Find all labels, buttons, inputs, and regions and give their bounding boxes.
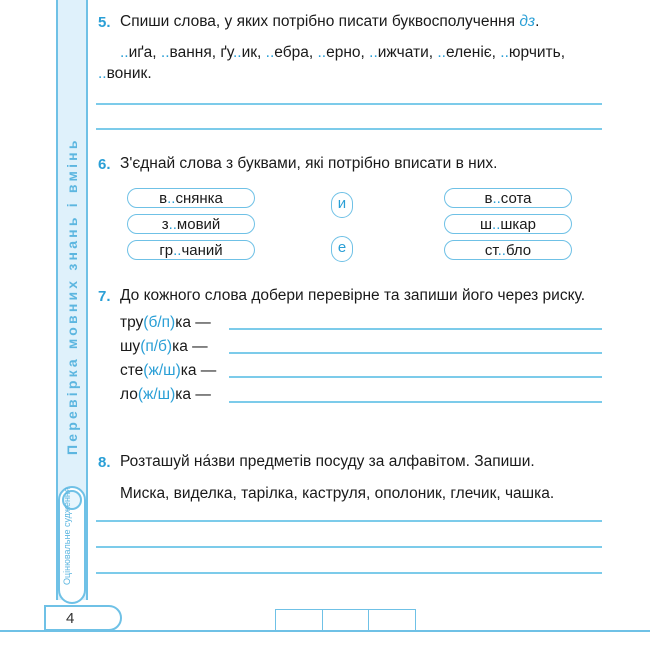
letter-circle[interactable]: е	[331, 236, 353, 262]
word-pill-right[interactable]: ст..бло	[444, 240, 572, 260]
page-number: 4	[66, 610, 75, 627]
answer-line[interactable]	[229, 328, 602, 330]
page-number-tab	[44, 605, 122, 631]
word-pill-right[interactable]: ш..шкар	[444, 214, 572, 234]
word: ..ерно	[317, 44, 361, 61]
word: ..иґа	[120, 44, 153, 61]
answer-line[interactable]	[96, 520, 602, 522]
word-pill-left[interactable]: з..мовий	[127, 214, 255, 234]
task-prompt: До кожного слова добери перевірне та запиши його через риску.	[120, 287, 586, 304]
word-row: шу(п/б)ка —	[120, 338, 208, 355]
word-pill-left[interactable]: гр..чаний	[127, 240, 255, 260]
task-number: 7.	[98, 288, 111, 305]
word-row: ло(ж/ш)ка —	[120, 386, 211, 403]
score-box[interactable]	[322, 609, 370, 631]
word-row: тру(б/п)ка —	[120, 314, 211, 331]
word: ..ижчати	[369, 44, 429, 61]
word-row: сте(ж/ш)ка —	[120, 362, 217, 379]
task-number: 5.	[98, 14, 111, 31]
task-prompt: З'єднай слова з буквами, які потрібно вписати в них.	[120, 155, 498, 172]
word: ..вання	[160, 44, 212, 61]
answer-line[interactable]	[229, 376, 602, 378]
answer-line[interactable]	[96, 103, 602, 105]
answer-line[interactable]	[96, 546, 602, 548]
word-list: ..иґа, ..вання, ґу..ик, ..ебра, ..ерно, ..ижчати, ..еленіє, ..юрчить,	[120, 44, 566, 61]
word-pill-right[interactable]: в..сота	[444, 188, 572, 208]
answer-line[interactable]	[96, 128, 602, 130]
answer-line[interactable]	[229, 352, 602, 354]
answer-line[interactable]	[229, 401, 602, 403]
answer-line[interactable]	[96, 572, 602, 574]
word: ..еленіє	[437, 44, 492, 61]
task-prompt: Спиши слова, у яких потрібно писати буквосполучення дз.	[120, 13, 540, 30]
word-pill-left[interactable]: в..снянка	[127, 188, 255, 208]
workbook-page: Перевірка мовних знань і вмінь 4 5. Спиши слова, у яких потрібно писати буквосполучення дз. ..иґа, ..вання, ґу..ик, ..ебра, ..ерно, ..ижчати, ..еленіє, ..юрчить, ..воник. 6. З'єднай слова з буквами, які потрібно вписати в них. в..снянка з..мовий гр..чаний и е в..сота ш..шкар ст..бло 7. До кожного слова добери перевірне та запиши його через риску. тру(б/п)ка — шу(п/б)ка — сте(ж/ш)ка — ло(ж/ш)ка — 8. Розташуй на́зви предметів посуду за алфавітом. Запиши. Миска, виделка, тарілка, каструля, ополоник, глечик, чашка.	[0, 0, 650, 650]
word: ґу..ик	[220, 44, 258, 61]
word-list-continued: ..воник.	[98, 65, 152, 82]
task-number: 8.	[98, 454, 111, 471]
score-box[interactable]	[275, 609, 323, 631]
task-prompt: Розташуй на́зви предметів посуду за алфавітом. Запиши.	[120, 453, 535, 470]
task-number: 6.	[98, 156, 111, 173]
score-box[interactable]	[368, 609, 416, 631]
word: ..юрчить	[500, 44, 561, 61]
items-list: Миска, виделка, тарілка, каструля, ополоник, глечик, чашка.	[120, 485, 555, 502]
score-boxes	[275, 609, 415, 631]
letter-circle[interactable]: и	[331, 192, 353, 218]
word: ..ебра	[265, 44, 309, 61]
word: ..воник	[98, 65, 148, 82]
